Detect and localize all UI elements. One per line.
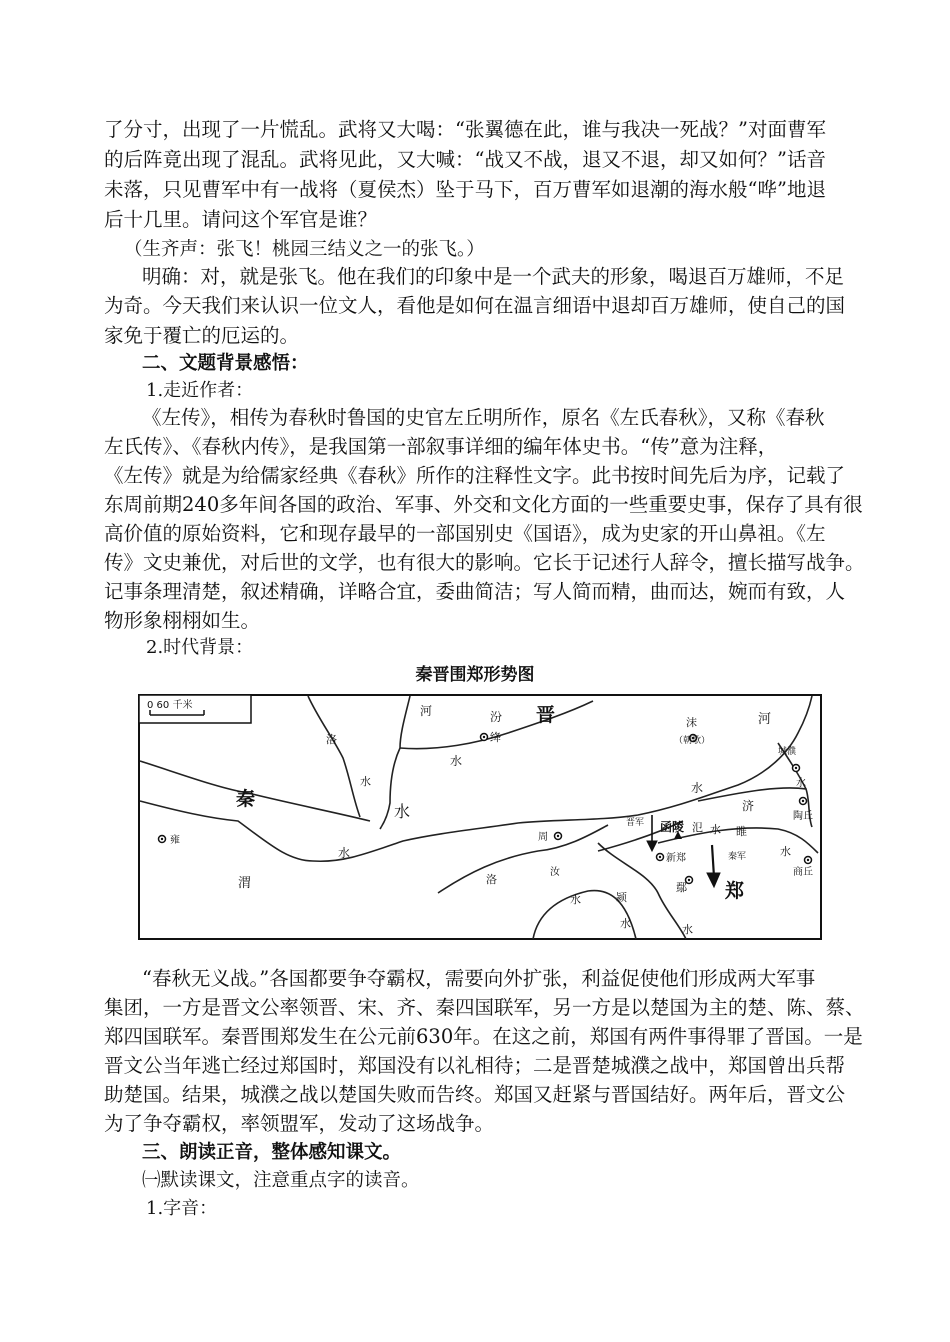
label-sui: 睢 — [736, 825, 747, 838]
label-shui-6: 水 — [338, 846, 351, 860]
map-frame — [139, 695, 821, 939]
author-line-8: 物形象栩栩如生。 — [104, 609, 261, 632]
label-taoqiu: 陶丘 — [793, 811, 813, 822]
background-line-6: 为了争夺霸权，率领盟军，发动了这场战争。 — [104, 1112, 495, 1135]
label-shui-7: 水 — [710, 823, 721, 836]
section-3-item-1: ㈠默读课文，注意重点字的读音。 — [142, 1170, 420, 1191]
label-he-2: 河 — [758, 712, 772, 727]
label-yan: 鄢 — [676, 881, 687, 894]
background-line-5: 助楚国。结果，城濮之战以楚国失败而告终。郑国又赶紧与晋国结好。两年后，晋文公 — [104, 1083, 846, 1106]
luo-river-north — [308, 696, 360, 817]
label-wei: 渭 — [238, 876, 252, 891]
author-line-1: 《左传》，相传为春秋时鲁国的史官左丘明所作，原名《左氏春秋》，又称《春秋 — [142, 406, 825, 429]
label-yong: 雍 — [170, 835, 180, 846]
section-2-heading: 二、文题背景感悟： — [142, 353, 309, 374]
clarify-line-3: 家免于覆亡的厄运的。 — [104, 324, 300, 347]
label-jiang: 绛 — [490, 731, 501, 744]
label-shui-7-alt: 汝 — [550, 867, 560, 878]
label-shangqiu: 商丘 — [793, 867, 813, 878]
qin-army-arrow — [712, 845, 714, 877]
qin-jin-siege-map — [138, 693, 822, 941]
label-shui-5: 水 — [394, 802, 411, 821]
label-shui-3: 水 — [796, 778, 806, 789]
background-line-3: 郑四国联军。秦晋围郑发生在公元前630年。在这之前，郑国有两件事得罪了晋国。一是 — [104, 1025, 863, 1048]
label-fan: 氾 — [692, 821, 703, 834]
label-jin: 晋 — [536, 704, 556, 726]
label-xinzheng: 新郑 — [666, 853, 686, 864]
author-line-3: 《左传》就是为给儒家经典《春秋》所作的注释性文字。此书按时间先后为序，记载了 — [104, 464, 846, 487]
label-zheng: 郑 — [725, 880, 745, 902]
background-line-1: “春秋无义战。”各国都要争夺霸权，需要向外扩张，利益促使他们形成两大军事 — [142, 967, 816, 990]
label-mei: 沫 — [686, 716, 697, 729]
label-shui-11: 水 — [682, 923, 693, 936]
label-he-1: 河 — [420, 704, 433, 718]
label-luo-1: 洛 — [326, 733, 337, 746]
map-title: 秦晋围郑形势图 — [415, 665, 535, 685]
author-line-5: 高价值的原始资料，它和现存最早的一部国别史《国语》，成为史家的开山鼻祖。《左 — [104, 522, 826, 545]
label-zhaoge: （朝歌） — [674, 736, 711, 746]
label-shui-8: 水 — [780, 845, 791, 858]
luo-river-south — [438, 825, 608, 893]
intro-line-1: 了分寸，出现了一片慌乱。武将又大喝：“张翼德在此，谁与我决一死战？”对面曹军 — [104, 118, 826, 141]
clarify-line-2: 为奇。今天我们来认识一位文人，看他是如何在温言细语中退却百万雄师，使自己的国 — [104, 294, 846, 317]
label-shui-10: 水 — [620, 917, 631, 930]
label-shui-1: 水 — [360, 775, 371, 788]
label-fen: 汾 — [490, 710, 503, 724]
label-qin-army: 秦军 — [728, 852, 747, 862]
label-chengpu: 城濮 — [778, 747, 797, 757]
section-3-heading: 三、朗读正音，整体感知课文。 — [142, 1142, 402, 1163]
author-line-6: 传》文史兼优，对后世的文学，也有很大的影响。它长于记述行人辞令，擅长描写战争。 — [104, 551, 865, 574]
label-qin: 秦 — [236, 788, 256, 810]
label-jin-army: 晋军 — [626, 818, 645, 828]
label-ying: 颍 — [616, 891, 627, 904]
label-zhou: 周 — [538, 832, 548, 843]
author-line-2: 左氏传》、《春秋内传》，是我国第一部叙事详细的编年体史书。“传”意为注释， — [104, 435, 778, 458]
intro-line-3: 未落，只见曹军中有一战将（夏侯杰）坠于马下，百万曹军如退潮的海水般“哗”地退 — [104, 178, 826, 201]
label-shui-2: 水 — [450, 754, 463, 768]
clarify-line-1: 明确：对，就是张飞。他在我们的印象中是一个武夫的形象，喝退百万雄师，不足 — [142, 265, 845, 288]
students-answer: （生齐声：张飞！桃园三结义之一的张飞。） — [124, 239, 485, 260]
label-luo-2: 洛 — [486, 873, 497, 886]
background-line-2: 集团，一方是晋文公率领晋、宋、齐、秦四国联军，另一方是以楚国为主的楚、陈、蔡、 — [104, 996, 865, 1019]
background-line-4: 晋文公当年逃亡经过郑国时，郑国没有以礼相待；二是晋楚城濮之战中，郑国曾出兵帮 — [104, 1054, 846, 1077]
label-ji: 济 — [742, 799, 755, 813]
section-2-sub-2: 2.时代背景： — [146, 637, 254, 658]
author-line-4: 东周前期240多年间各国的政治、军事、外交和文化方面的一些重要史事，保存了具有很 — [104, 493, 863, 516]
label-shui-4: 水 — [691, 781, 704, 795]
scale-label: 0 60 千米 — [147, 700, 193, 711]
section-3-sub-1: 1.字音： — [146, 1198, 218, 1219]
label-hanling: 函陵 — [660, 820, 685, 834]
author-line-7: 记事条理清楚，叙述精确，详略合宜，委曲简洁；写人简而精，曲而达，婉而有致，人 — [104, 580, 846, 603]
intro-line-2: 的后阵竟出现了混乱。武将见此，又大喊：“战又不战，退又不退，却又如何？”话音 — [104, 148, 826, 171]
section-2-sub-1: 1.走近作者： — [146, 380, 254, 401]
label-shui-9: 水 — [570, 893, 581, 906]
intro-line-4: 后十几里。请问这个军官是谁？ — [104, 208, 378, 231]
